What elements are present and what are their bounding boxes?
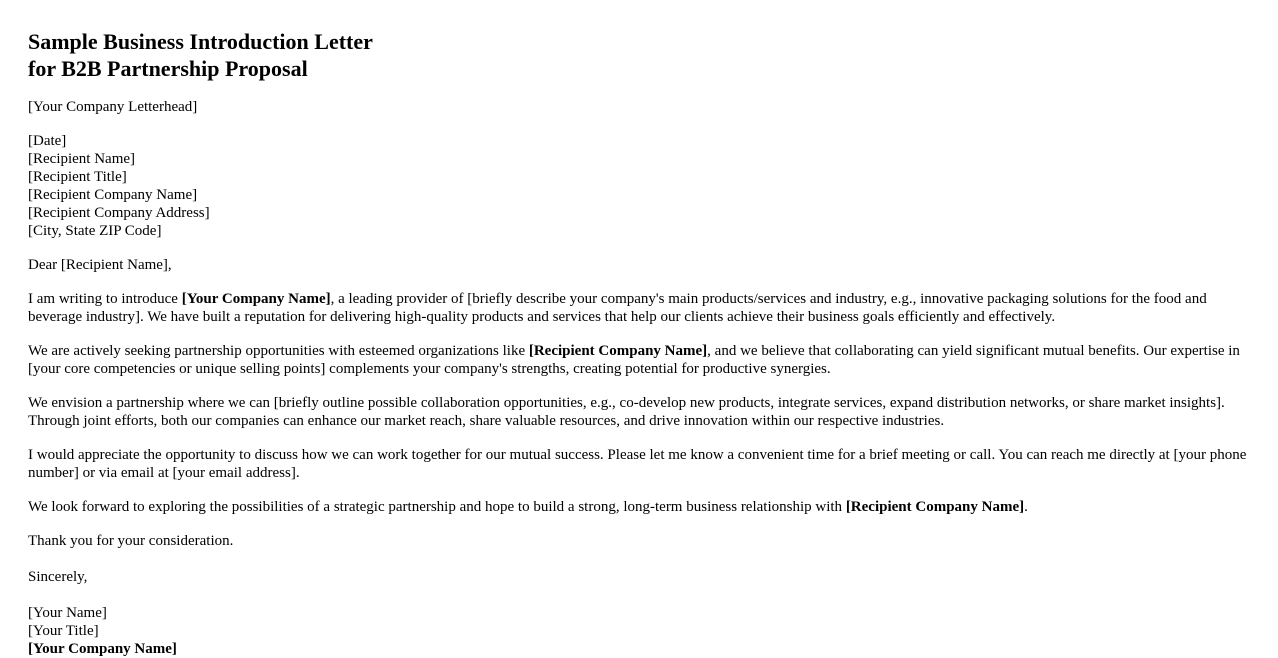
recipient-title: [Recipient Title] [28,169,127,185]
paragraph-introduction-text-start: I am writing to introduce [28,291,182,307]
signature-name: [Your Name] [28,605,107,621]
paragraph-closing-text-start: We look forward to exploring the possibilities of a strategic partnership and hope to build a strong, long-term business relationship with [28,499,846,515]
paragraph-introduction-text-end: , a leading provider of [briefly describe your company's main products/services and industry, e.g., innovative packaging solutions for the food and beverage industry]. We have built a reputation for delivering high-quality products and services that help our clients achieve their business goals efficiently and effectively. [28,291,1207,325]
paragraph-closing-text-end: . [1024,499,1028,515]
page-title [28,28,1250,82]
recipient-company-name-highlight: [Recipient Company Name] [528,343,708,359]
signature-title: [Your Title] [28,623,99,639]
recipient-city-state-zip: [City, State ZIP Code] [28,223,162,239]
closing-line: Sincerely, [28,569,88,585]
your-company-name-highlight: [Your Company Name] [181,291,331,307]
title-line-2: for B2B Partnership Proposal [28,56,308,81]
paragraph-partnership-text-start: We are actively seeking partnership opportunities with esteemed organizations like [28,343,529,359]
thank-you-line: Thank you for your consideration. [28,533,234,549]
paragraph-introduction [28,290,1250,326]
recipient-date: [Date] [28,133,67,149]
letterhead: [Your Company Letterhead] [28,99,198,115]
paragraph-vision: We envision a partnership where we can [briefly outline possible collaboration opportunities, e.g., co-develop new products, integrate services, expand distribution networks, or share market insights]. Through joint efforts, both our companies can enhance our market reach, share valuable resources, and drive innovation within our respective industries. [28,395,1225,429]
recipient-block [28,132,1250,240]
letter-document [28,28,1250,658]
title-line-1: Sample Business Introduction Letter [28,29,373,54]
paragraph-partnership-text-end: , and we believe that collaborating can yield significant mutual benefits. Our expertise in [your core competencies or unique selling points] complements your company's strengths, creating potential for productive synergies. [28,343,1240,377]
recipient-company-name-highlight-2: [Recipient Company Name] [845,499,1025,515]
paragraph-meeting-request: I would appreciate the opportunity to discuss how we can work together for our mutual success. Please let me know a convenient time for a brief meeting or call. You can reach me directly at [your phone number] or via email at [your email address]. [28,447,1247,481]
recipient-name: [Recipient Name] [28,151,136,167]
recipient-company-address: [Recipient Company Address] [28,205,210,221]
paragraph-closing-statement [28,498,1250,516]
paragraph-partnership [28,342,1250,378]
recipient-company-name: [Recipient Company Name] [28,187,198,203]
signature-company-name: [Your Company Name] [28,641,177,657]
salutation: Dear [Recipient Name], [28,257,172,273]
